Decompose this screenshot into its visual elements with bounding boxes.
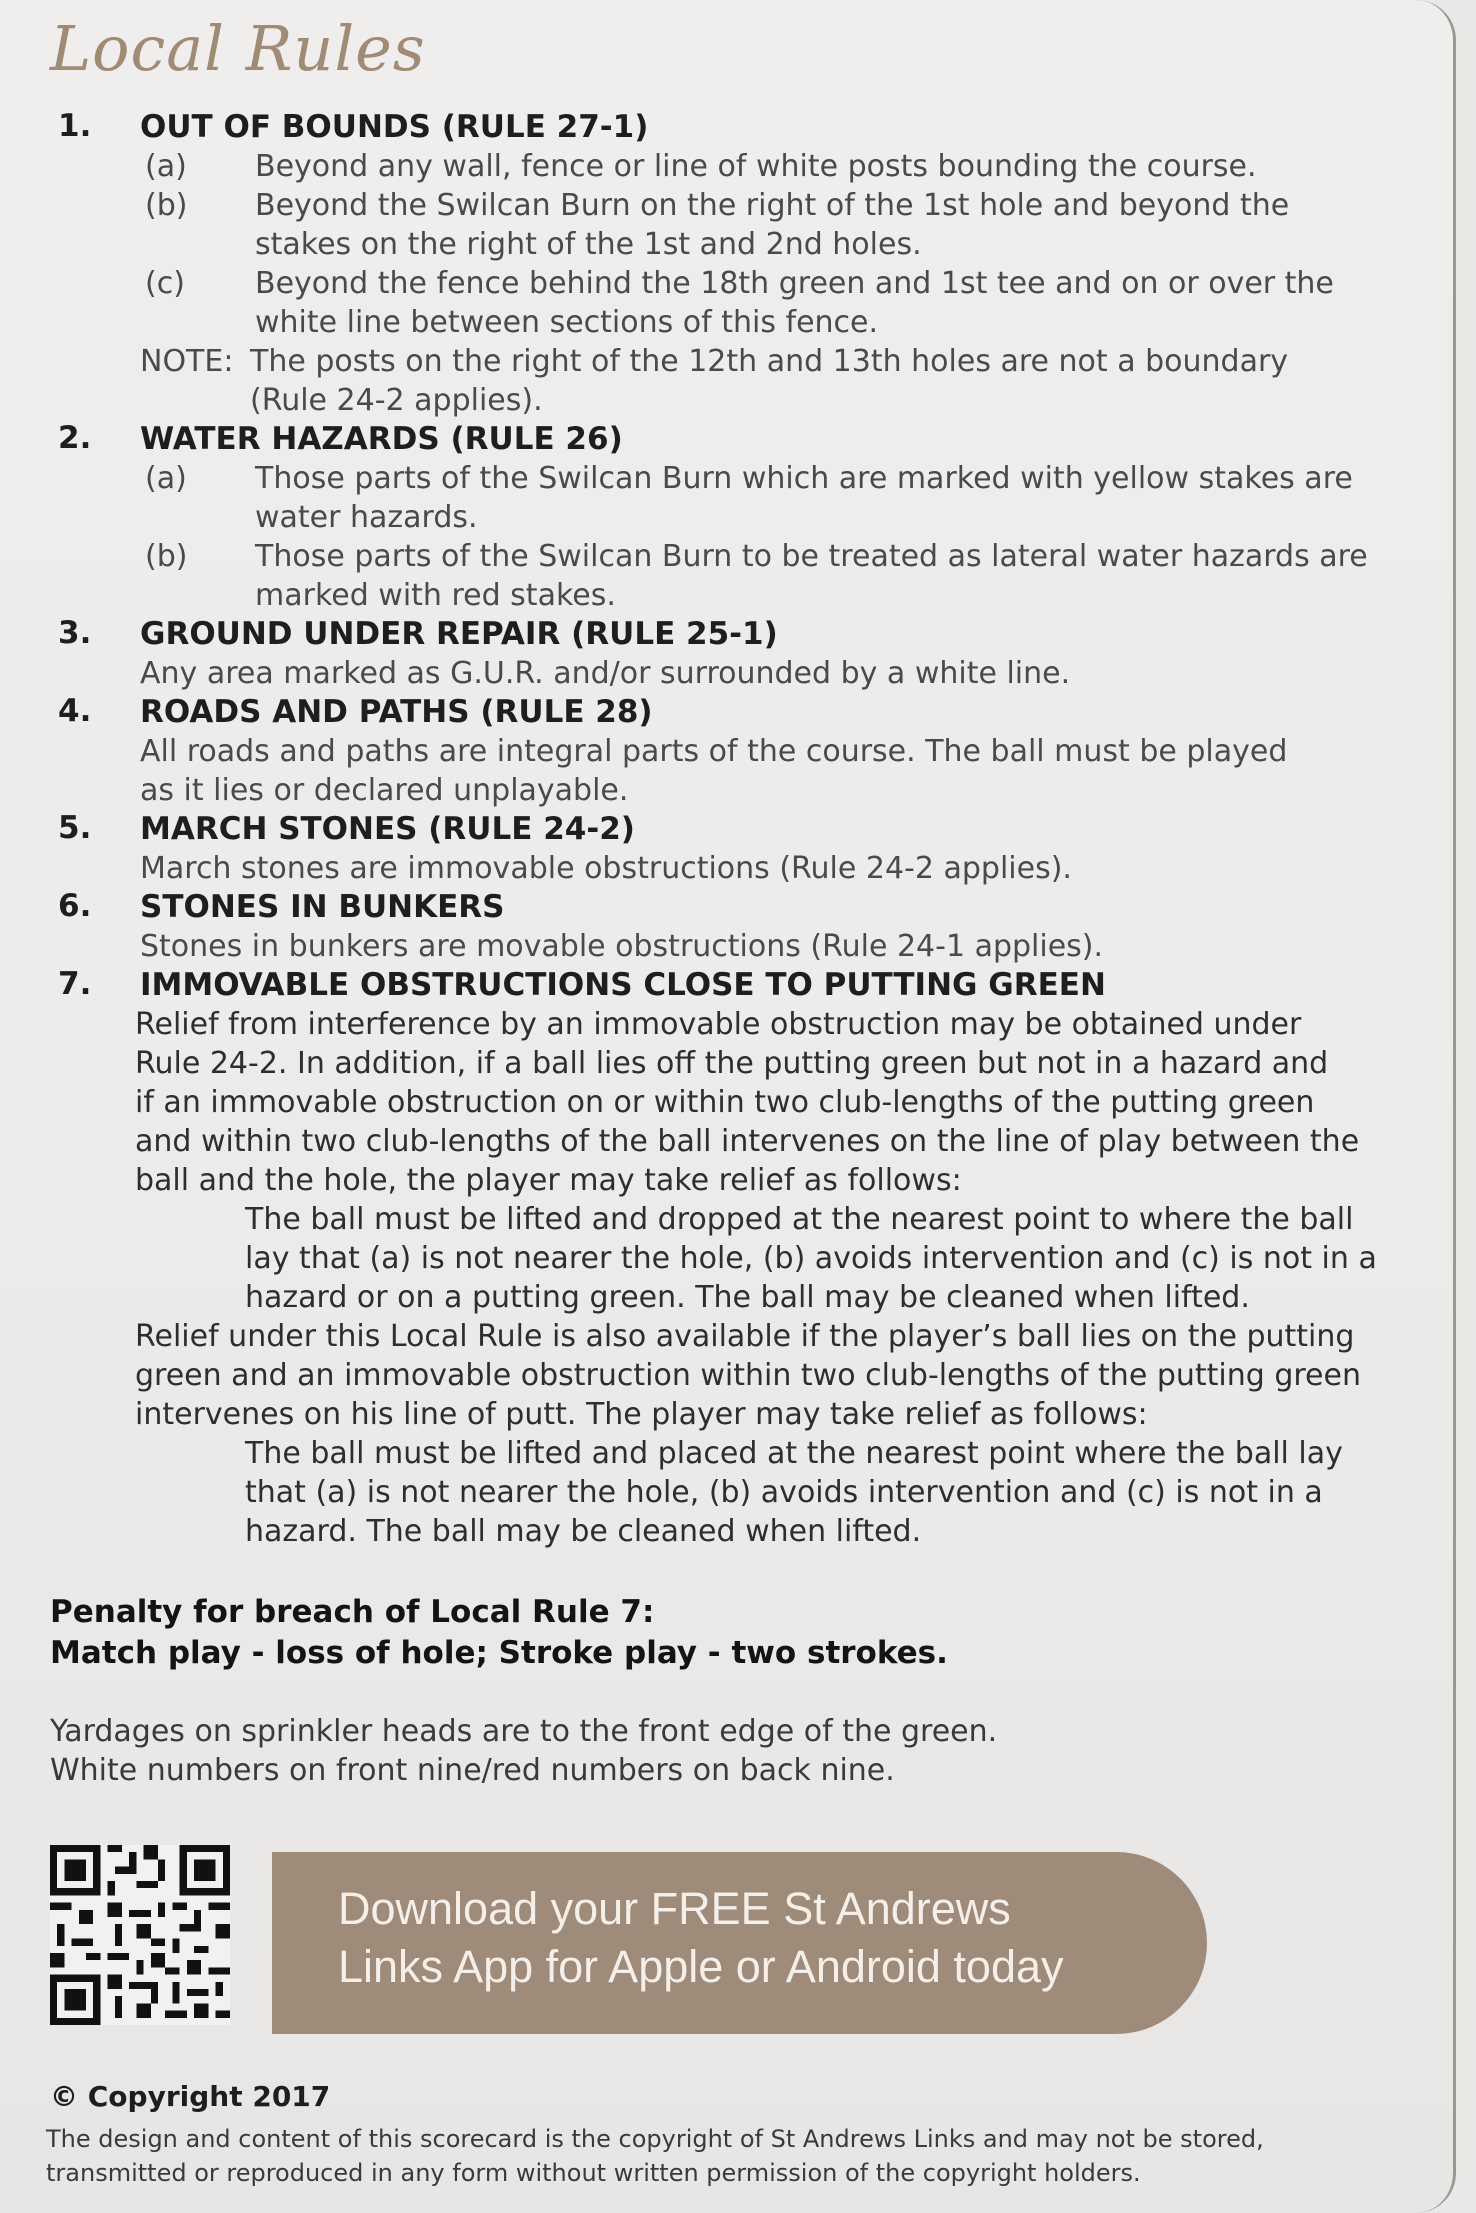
rule-text-line: hazard. The ball may be cleaned when lifted. (245, 1514, 922, 1549)
rule-heading: GROUND UNDER REPAIR (RULE 25-1) (140, 616, 778, 652)
item-label: (c) (145, 266, 185, 301)
rule-item (0, 537, 1456, 615)
page-title: Local Rules (50, 12, 426, 85)
rule-text-line: Any area marked as G.U.R. and/or surrounded by a white line. (140, 656, 1071, 691)
rule-item (0, 186, 1456, 264)
rule-4 (0, 693, 1456, 810)
copyright-line: The design and content of this scorecard is the copyright of St Andrews Links and may not be stored, (46, 2125, 1264, 2153)
rule-7-procedure-drop (245, 1200, 1415, 1317)
note-line: The posts on the right of the 12th and 13th holes are not a boundary (250, 344, 1289, 379)
rule-number: 5. (58, 810, 92, 846)
rule-7-procedure-place (245, 1434, 1415, 1551)
rule-item (0, 459, 1456, 537)
rule-text-line: Relief from interference by an immovable obstruction may be obtained under (135, 1007, 1302, 1042)
rule-number: 2. (58, 420, 92, 456)
rule-text-line: The ball must be lifted and placed at the nearest point where the ball lay (245, 1436, 1343, 1471)
rule-heading: OUT OF BOUNDS (RULE 27-1) (140, 109, 649, 145)
rule-5 (0, 810, 1456, 888)
rule-text-line: The ball must be lifted and dropped at the nearest point to where the ball (245, 1202, 1354, 1237)
rule-7-putting-green (135, 1317, 1420, 1434)
rule-item (0, 147, 1456, 186)
local-rules-list (0, 108, 1456, 1551)
rule-heading: IMMOVABLE OBSTRUCTIONS CLOSE TO PUTTING GREEN (140, 967, 1106, 1003)
banner-line: Download your FREE St Andrews (338, 1883, 1011, 1934)
rule-text-line: lay that (a) is not nearer the hole, (b) avoids intervention and (c) is not in a (245, 1241, 1377, 1276)
rule-number: 7. (58, 966, 92, 1002)
note-line: (Rule 24-2 applies). (250, 383, 543, 418)
rule-1 (0, 108, 1456, 420)
copyright-title: © Copyright 2017 (50, 2080, 331, 2113)
rule-text-line: March stones are immovable obstructions (Rule 24-2 applies). (140, 851, 1072, 886)
rule-text-line: and within two club-lengths of the ball intervenes on the line of play between the (135, 1124, 1360, 1159)
yardage-line: White numbers on front nine/red numbers on back nine. (50, 1753, 895, 1788)
penalty-title: Penalty for breach of Local Rule 7: (50, 1594, 655, 1630)
penalty-notice (50, 1592, 948, 1674)
rule-number: 1. (58, 108, 92, 144)
rule-7 (0, 966, 1456, 1551)
item-line: Those parts of the Swilcan Burn to be treated as lateral water hazards are (255, 539, 1368, 574)
rule-number: 3. (58, 615, 92, 651)
rule-heading: STONES IN BUNKERS (140, 889, 505, 925)
rule-text-line: ball and the hole, the player may take relief as follows: (135, 1163, 962, 1198)
rule-text-line: green and an immovable obstruction within two club-lengths of the putting green (135, 1358, 1361, 1393)
rule-text-line: as it lies or declared unplayable. (140, 773, 629, 808)
rule-text-line: intervenes on his line of putt. The player may take relief as follows: (135, 1397, 1148, 1432)
item-line: marked with red stakes. (255, 578, 616, 613)
item-line: Those parts of the Swilcan Burn which are marked with yellow stakes are (255, 461, 1353, 496)
download-app-banner[interactable] (272, 1852, 1207, 2034)
item-line: water hazards. (255, 500, 478, 535)
rule-heading: WATER HAZARDS (RULE 26) (140, 421, 623, 457)
rule-text-line: Relief under this Local Rule is also available if the player’s ball lies on the putting (135, 1319, 1355, 1354)
rule-text-line: Stones in bunkers are movable obstructions (Rule 24-1 applies). (140, 929, 1104, 964)
qr-code-icon[interactable] (50, 1845, 230, 2025)
penalty-detail: Match play - loss of hole; Stroke play - two strokes. (50, 1635, 948, 1671)
item-label: (a) (145, 461, 187, 496)
rule-6 (0, 888, 1456, 966)
rule-item (0, 264, 1456, 342)
rule-text-line: if an immovable obstruction on or within two club-lengths of the putting green (135, 1085, 1315, 1120)
rule-text-line: hazard or on a putting green. The ball may be cleaned when lifted. (245, 1280, 1250, 1315)
rule-text-line: that (a) is not nearer the hole, (b) avoids intervention and (c) is not in a (245, 1475, 1323, 1510)
yardage-line: Yardages on sprinkler heads are to the front edge of the green. (50, 1714, 998, 1749)
item-label: (b) (145, 188, 188, 223)
rule-number: 6. (58, 888, 92, 924)
item-label: (a) (145, 149, 187, 184)
copyright-text (46, 2122, 1426, 2190)
rule-note (0, 342, 1456, 420)
rule-text-line: Rule 24-2. In addition, if a ball lies off the putting green but not in a hazard and (135, 1046, 1329, 1081)
rule-2 (0, 420, 1456, 615)
item-line: stakes on the right of the 1st and 2nd holes. (255, 227, 922, 262)
item-line: Beyond the Swilcan Burn on the right of the 1st hole and beyond the (255, 188, 1290, 223)
rule-3 (0, 615, 1456, 693)
copyright-line: transmitted or reproduced in any form without written permission of the copyright holders. (46, 2159, 1141, 2187)
rule-heading: ROADS AND PATHS (RULE 28) (140, 694, 653, 730)
rule-heading: MARCH STONES (RULE 24-2) (140, 811, 635, 847)
rule-text-line: All roads and paths are integral parts of the course. The ball must be played (140, 734, 1288, 769)
note-label: NOTE: (140, 344, 234, 379)
banner-line: Links App for Apple or Android today (338, 1941, 1064, 1992)
item-line: white line between sections of this fence. (255, 305, 879, 340)
item-line: Beyond any wall, fence or line of white posts bounding the course. (255, 149, 1257, 184)
rule-number: 4. (58, 693, 92, 729)
yardage-note (50, 1712, 997, 1790)
item-label: (b) (145, 539, 188, 574)
item-line: Beyond the fence behind the 18th green and 1st tee and on or over the (255, 266, 1334, 301)
rule-7-intro (135, 1005, 1420, 1200)
